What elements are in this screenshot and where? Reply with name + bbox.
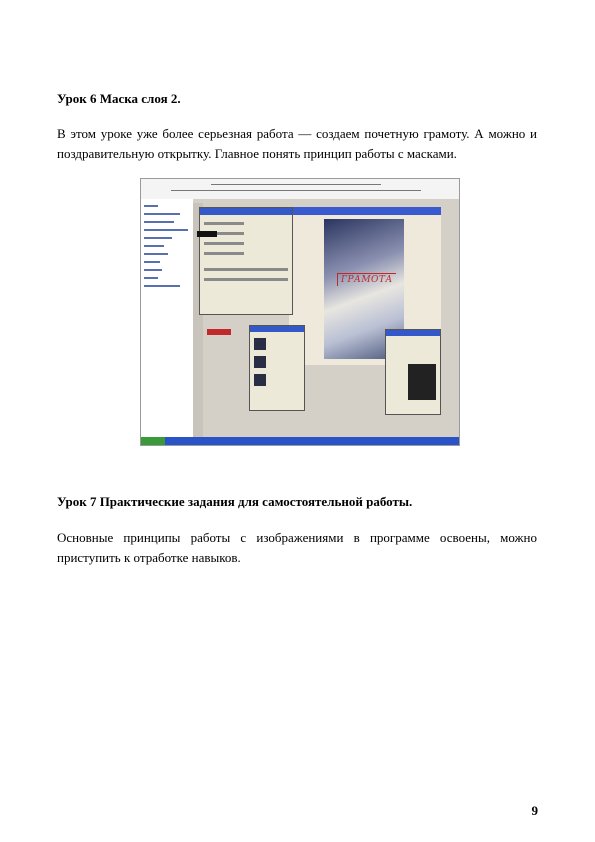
panel-titlebar — [250, 326, 304, 332]
panel-titlebar — [386, 330, 440, 336]
layer-thumbnail — [254, 374, 266, 386]
start-button — [141, 437, 165, 445]
color-swatch — [197, 231, 217, 237]
nav-link — [144, 261, 160, 263]
lesson-6-heading: Урок 6 Маска слоя 2. — [57, 91, 181, 106]
nav-link — [144, 245, 164, 247]
nav-link — [144, 213, 180, 215]
layers-panel — [249, 325, 305, 411]
layer-thumbnail — [254, 338, 266, 350]
layer-thumbnail — [254, 356, 266, 368]
brush-preview — [408, 364, 436, 400]
nav-link — [144, 221, 174, 223]
dialog-titlebar — [200, 208, 292, 215]
dialog-row — [204, 268, 288, 271]
nav-link — [144, 205, 158, 207]
color-swatch — [207, 329, 231, 335]
dialog-row — [204, 278, 288, 281]
nav-link — [144, 285, 180, 287]
nav-link — [144, 253, 168, 255]
dialog-row — [204, 222, 244, 225]
brushes-panel — [385, 329, 441, 415]
nav-link — [144, 269, 162, 271]
image-window-titlebar — [289, 207, 441, 215]
lesson-7-heading: Урок 7 Практические задания для самостоятельной работы. — [57, 494, 413, 509]
page-number: 9 — [531, 803, 538, 818]
dialog-row — [204, 252, 244, 255]
nav-link — [144, 277, 158, 279]
navigation-pane — [141, 199, 193, 437]
header-text-line — [171, 190, 421, 191]
lesson-7-paragraph: Основные принципы работы с изображениями в программе освоены, можно приступить к отработке навыков. — [57, 530, 537, 565]
layer-dialog — [199, 207, 293, 315]
header-text-line — [211, 184, 381, 185]
nav-link — [144, 229, 188, 231]
browser-header — [141, 179, 459, 199]
editor-screenshot — [140, 178, 460, 446]
nav-link — [144, 237, 172, 239]
dialog-row — [204, 242, 244, 245]
taskbar — [141, 437, 459, 445]
certificate-title: ГРАМОТА — [337, 273, 396, 286]
lesson-6-paragraph: В этом уроке уже более серьезная работа — создаем почетную грамоту. А можно и поздравительную открытку. Главное понять принцип работы с масками. — [57, 126, 537, 161]
